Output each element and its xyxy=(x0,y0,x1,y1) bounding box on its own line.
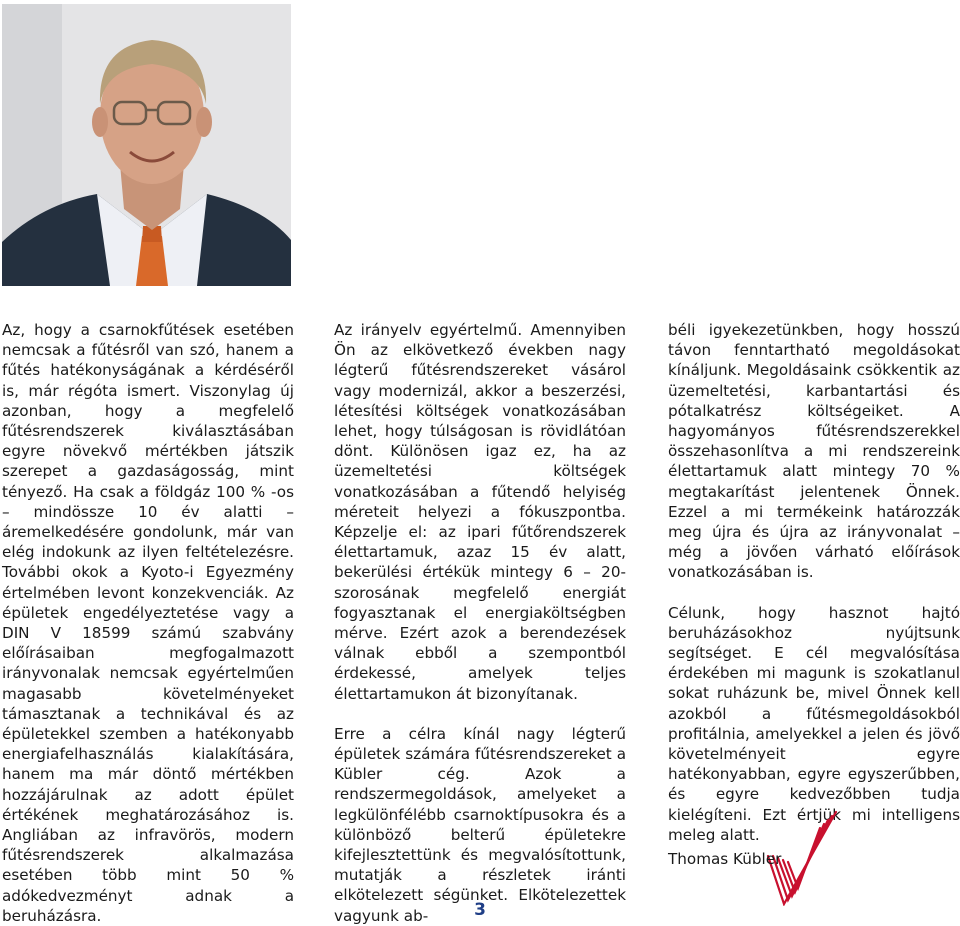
paragraph: Célunk, hogy hasznot hajtó beruházásokhoz nyújtsunk segítséget. E cél megvalósítása érdekében mi magunk is szokatlanul sokat ruházunk be, mivel Önnek kell azokból a fűtésmegoldásokból profitálnia, amelyekkel a jelen és jövő követelményeit egyre hatékonyabban, egyre egyszerűbben, és egyre kedvezőbben tudja kielégíteni. Ezt értjük mi intelligens meleg alatt. xyxy=(668,603,960,844)
paragraph: Az, hogy a csarnokfűtések esetében nemcsak a fűtésről van szó, hanem a fűtés hatékonyságának a kérdéséről is, már régóta ismert. Viszonylag új azonban, hogy a megfelelő fűtésrendszerek kiválasztásában egyre növekvő mértékben játszik szerepet a gazdaságosság, mint tényező. Ha csak a földgáz 100 % -os – mindössze 10 év alatti – áremelkedésére gondolunk, már van elég indokunk az ilyen feltételezésre. További okok a Kyoto-i Egyezmény értelmében levont konzekvenciák. Az épületek engedélyeztetése vagy a DIN V 18599 számú szabvány előírásaiban megfogalmazott irányvonalak nemcsak egyértelműen magasabb követelményeket támasztanak a technikával és az épületekkel szemben a hatékonyabb energiafelhasználás kialakítására, hanem ma már döntő mértékben hozzájárulnak az adott épület értékének meghatározásához is. Angliában az infravörös, modern fűtésrendszerek alkalmazása esetében több mint 50 % adókedvezményt adnak a beruházásra. xyxy=(2,321,294,925)
portrait-illustration xyxy=(2,4,291,286)
paragraph: béli igyekezetünkben, hogy hosszú távon fenntartható megoldásokat kínáljunk. Megoldásaink csökkentik az üzemeltetési, karbantartási és pótalkatrész költségeiket. A hagyományos fűtésrendszerekkel összehasonlítva a mi rendszereink élettartamuk alatt mintegy 70 % megtakarítást jelentenek Önnek. Ezzel a mi termékeink határozzák meg újra és újra az irányvonalat – még a jövően várható előírások vonatkozásában is. xyxy=(668,321,960,582)
page-number: 3 xyxy=(474,900,486,920)
text-column-2 xyxy=(334,320,626,926)
text-column-1 xyxy=(2,320,294,926)
portrait-photo xyxy=(2,4,291,286)
paragraph: Erre a célra kínál nagy légterű épületek számára fűtésrendszereket a Kübler cég. Azok a rendszermegoldások, amelyeket a legkülönfélébb csarnoktípusokra és a különböző belterű épületekre kifejlesztettünk és megvalósítottunk, mutatják a részletek iránti elkötelezett ségünket. Elkötelezettek vagyunk ab- xyxy=(334,724,626,925)
signature xyxy=(668,808,848,908)
signature-name: Thomas Kübler xyxy=(668,850,782,868)
text-column-3 xyxy=(668,320,960,845)
paragraph: Az irányelv egyértelmű. Amennyiben Ön az elkövetkező években nagy légterű fűtésrendszereket vásárol vagy modernizál, akkor a beszerzési, létesítési költségek vonatkozásában lehet, hogy túlságosan is rövidlátóan dönt. Különösen igaz ez, ha az üzemeltetési költségek vonatkozásában a fűtendő helyiség méreteit helyezi a fókuszpontba. Képzelje el: az ipari fűtőrendszerek élettartamuk, azaz 15 év alatt, bekerülési értékük mintegy 6 – 20-szorosának megfelelő energiát fogyasztanak el energiaköltségben mérve. Ezért azok a berendezések válnak ebből a szempontból érdekessé, amelyek teljes élettartamukon át bizonyítanak. xyxy=(334,321,626,703)
